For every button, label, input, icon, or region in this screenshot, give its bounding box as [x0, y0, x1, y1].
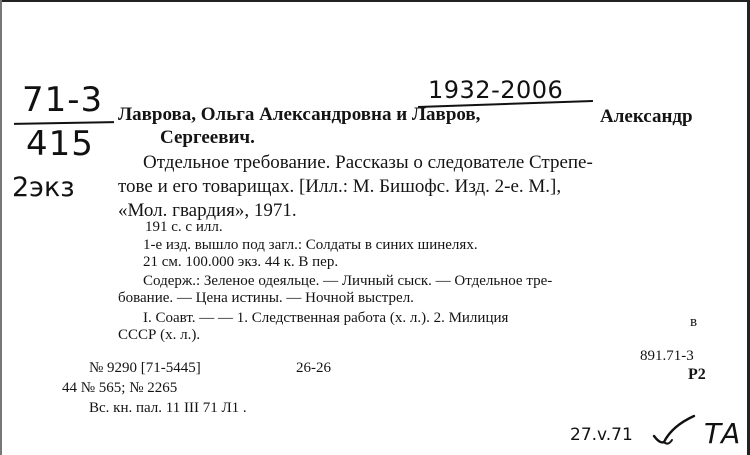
classification-code: Р2 [688, 366, 706, 383]
checkmark-icon [650, 412, 698, 450]
contents-line-2: бование. — Цена истины. — Ночной выстрел. [118, 290, 414, 306]
title-line-3: «Мол. гвардия», 1971. [118, 200, 297, 221]
title-line-2: тове и его товарищах. [Илл.: М. Бишофс. Изд. 2-е. М.], [118, 176, 562, 197]
contents-line-1: Содерж.: Зеленое одеяльце. — Личный сыск. — Отдельное тре- [143, 273, 553, 289]
shelf-mark-bottom: 415 [26, 124, 94, 164]
title-line-1: Отдельное требование. Рассказы о следователе Стрепе- [143, 152, 593, 173]
registry-line-1-end: 26-26 [296, 360, 331, 376]
author-continuation: Сергеевич. [160, 127, 255, 148]
card-top-edge [0, 0, 750, 2]
subjects-line-1-end: в [690, 314, 698, 330]
date-stamp: 27.v.71 [570, 425, 633, 445]
initials: ТА [704, 417, 741, 450]
edition-note: 1-е изд. вышло под загл.: Солдаты в синих шинелях. [143, 237, 478, 253]
subjects-line-1: I. Соавт. — — 1. Следственная работа (х. л.). 2. Милиция [143, 310, 509, 326]
author-line: Лаврова, Ольга Александровна и Лавров, [118, 104, 481, 125]
shelf-mark-top: 71-3 [22, 80, 104, 120]
size-line: 21 см. 100.000 экз. 44 к. В пер. [143, 254, 339, 270]
card-left-edge [0, 0, 2, 455]
pages-line: 191 с. с илл. [145, 219, 223, 235]
author-line-end: Александр [600, 106, 693, 127]
registry-line-3: Вс. кн. пал. 11 III 71 Л1 . [89, 400, 247, 416]
author-dates: 1932-2006 [428, 76, 564, 104]
registry-line-1: № 9290 [71-5445] [89, 360, 201, 376]
classification-number: 891.71-3 [640, 348, 694, 364]
registry-line-2: 44 № 565; № 2265 [62, 380, 178, 396]
subjects-line-2: СССР (х. л.). [118, 327, 201, 343]
copies-note: 2экз [12, 172, 75, 203]
